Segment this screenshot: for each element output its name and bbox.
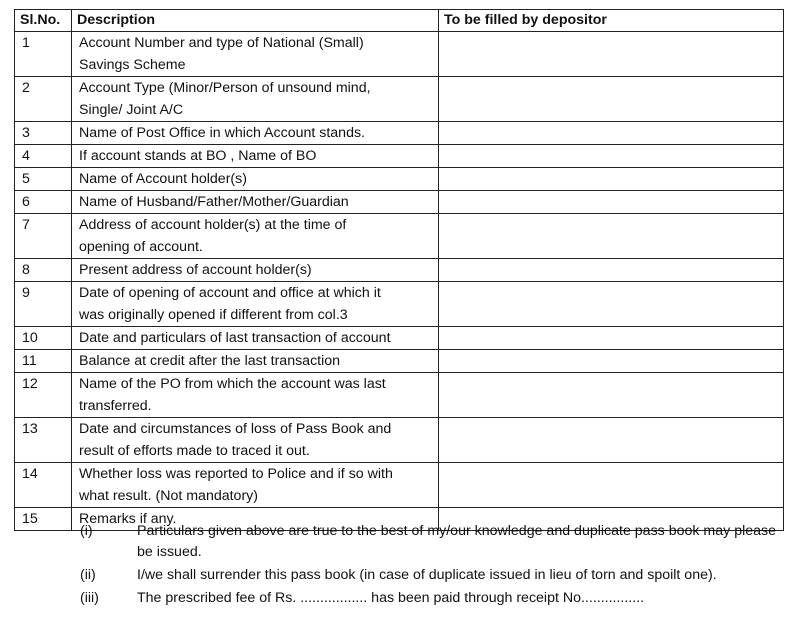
row-description xyxy=(72,168,439,191)
row-number: 15 xyxy=(15,508,72,531)
row-description-line: Date and particulars of last transaction of account xyxy=(79,330,391,346)
depositor-entry-field[interactable] xyxy=(439,77,784,122)
row-number: 13 xyxy=(15,418,72,463)
row-number: 10 xyxy=(15,327,72,350)
row-number: 14 xyxy=(15,463,72,508)
depositor-entry-field[interactable] xyxy=(439,282,784,327)
depositor-entry-field[interactable] xyxy=(439,350,784,373)
row-description-line: Balance at credit after the last transaction xyxy=(79,353,341,369)
table-row xyxy=(15,191,784,214)
row-description xyxy=(72,418,439,463)
row-description-line: opening of account. xyxy=(79,239,203,255)
row-number: 7 xyxy=(15,214,72,259)
row-number: 3 xyxy=(15,122,72,145)
row-description-line: result of efforts made to traced it out. xyxy=(79,443,310,459)
row-description-line: Date and circumstances of loss of Pass Book and xyxy=(79,421,392,437)
declaration-item xyxy=(80,521,776,563)
table-row xyxy=(15,122,784,145)
row-description-line: Date of opening of account and office at which it xyxy=(79,285,381,301)
table-header-row xyxy=(15,10,784,32)
depositor-entry-field[interactable] xyxy=(439,418,784,463)
row-description-line: Address of account holder(s) at the time of xyxy=(79,217,347,233)
row-description-line: what result. (Not mandatory) xyxy=(79,488,258,504)
table-row xyxy=(15,463,784,508)
declaration-number: (ii) xyxy=(80,567,96,583)
depositor-entry-field[interactable] xyxy=(439,259,784,282)
row-number: 4 xyxy=(15,145,72,168)
row-number: 8 xyxy=(15,259,72,282)
declaration-item xyxy=(80,565,776,586)
table-row xyxy=(15,282,784,327)
row-description-line: Savings Scheme xyxy=(79,57,186,73)
row-number: 11 xyxy=(15,350,72,373)
row-description-line: Name of Husband/Father/Mother/Guardian xyxy=(79,194,349,210)
row-description-line: Name of the PO from which the account was last xyxy=(79,376,386,392)
row-description-line: was originally opened if different from col.3 xyxy=(79,307,348,323)
table-row xyxy=(15,214,784,259)
row-number: 2 xyxy=(15,77,72,122)
depositor-entry-field[interactable] xyxy=(439,373,784,418)
table-row xyxy=(15,327,784,350)
row-description xyxy=(72,145,439,168)
row-description-line: Present address of account holder(s) xyxy=(79,262,312,278)
row-description xyxy=(72,327,439,350)
row-number: 12 xyxy=(15,373,72,418)
header-description: Description xyxy=(72,10,439,32)
row-description-line: Account Type (Minor/Person of unsound mind, xyxy=(79,80,371,96)
row-description xyxy=(72,259,439,282)
depositor-entry-field[interactable] xyxy=(439,191,784,214)
row-description xyxy=(72,77,439,122)
row-description xyxy=(72,373,439,418)
table-row xyxy=(15,418,784,463)
declaration-text: I/we shall surrender this pass book (in case of duplicate issued in lieu of torn and spoilt one). xyxy=(137,567,717,583)
row-description xyxy=(72,214,439,259)
row-number: 6 xyxy=(15,191,72,214)
header-sl-no: Sl.No. xyxy=(15,10,72,32)
declaration-text: The prescribed fee of Rs. ................. has been paid through receipt No................ xyxy=(137,590,645,606)
row-description xyxy=(72,463,439,508)
declaration-item xyxy=(80,588,776,609)
row-description-line: If account stands at BO , Name of BO xyxy=(79,148,317,164)
row-description xyxy=(72,282,439,327)
row-description-line: Account Number and type of National (Small) xyxy=(79,35,364,51)
depositor-entry-field[interactable] xyxy=(439,327,784,350)
table-row xyxy=(15,77,784,122)
row-number: 9 xyxy=(15,282,72,327)
depositor-entry-field[interactable] xyxy=(439,168,784,191)
row-description xyxy=(72,191,439,214)
depositor-entry-field[interactable] xyxy=(439,145,784,168)
row-description-line: Name of Account holder(s) xyxy=(79,171,247,187)
row-description xyxy=(72,350,439,373)
header-depositor: To be filled by depositor xyxy=(439,10,784,32)
row-number: 1 xyxy=(15,32,72,77)
row-number: 5 xyxy=(15,168,72,191)
table-row xyxy=(15,145,784,168)
row-description-line: Name of Post Office in which Account stands. xyxy=(79,125,365,141)
declaration-text: Particulars given above are true to the best of my/our knowledge and duplicate pass book may please be issued. xyxy=(137,523,776,560)
row-description xyxy=(72,32,439,77)
particulars-table xyxy=(14,9,784,531)
table-row xyxy=(15,350,784,373)
table-row xyxy=(15,32,784,77)
declaration-number: (iii) xyxy=(80,590,99,606)
depositor-entry-field[interactable] xyxy=(439,122,784,145)
declarations-list xyxy=(80,521,776,611)
row-description-line: Remarks if any. xyxy=(79,511,177,527)
row-description xyxy=(72,122,439,145)
depositor-entry-field[interactable] xyxy=(439,32,784,77)
depositor-entry-field[interactable] xyxy=(439,214,784,259)
table-row xyxy=(15,373,784,418)
table-row xyxy=(15,259,784,282)
row-description-line: Single/ Joint A/C xyxy=(79,102,184,118)
table-body xyxy=(15,32,784,531)
row-description-line: Whether loss was reported to Police and if so with xyxy=(79,466,393,482)
depositor-entry-field[interactable] xyxy=(439,463,784,508)
declaration-number: (i) xyxy=(80,523,93,539)
row-description-line: transferred. xyxy=(79,398,152,414)
table-row xyxy=(15,168,784,191)
